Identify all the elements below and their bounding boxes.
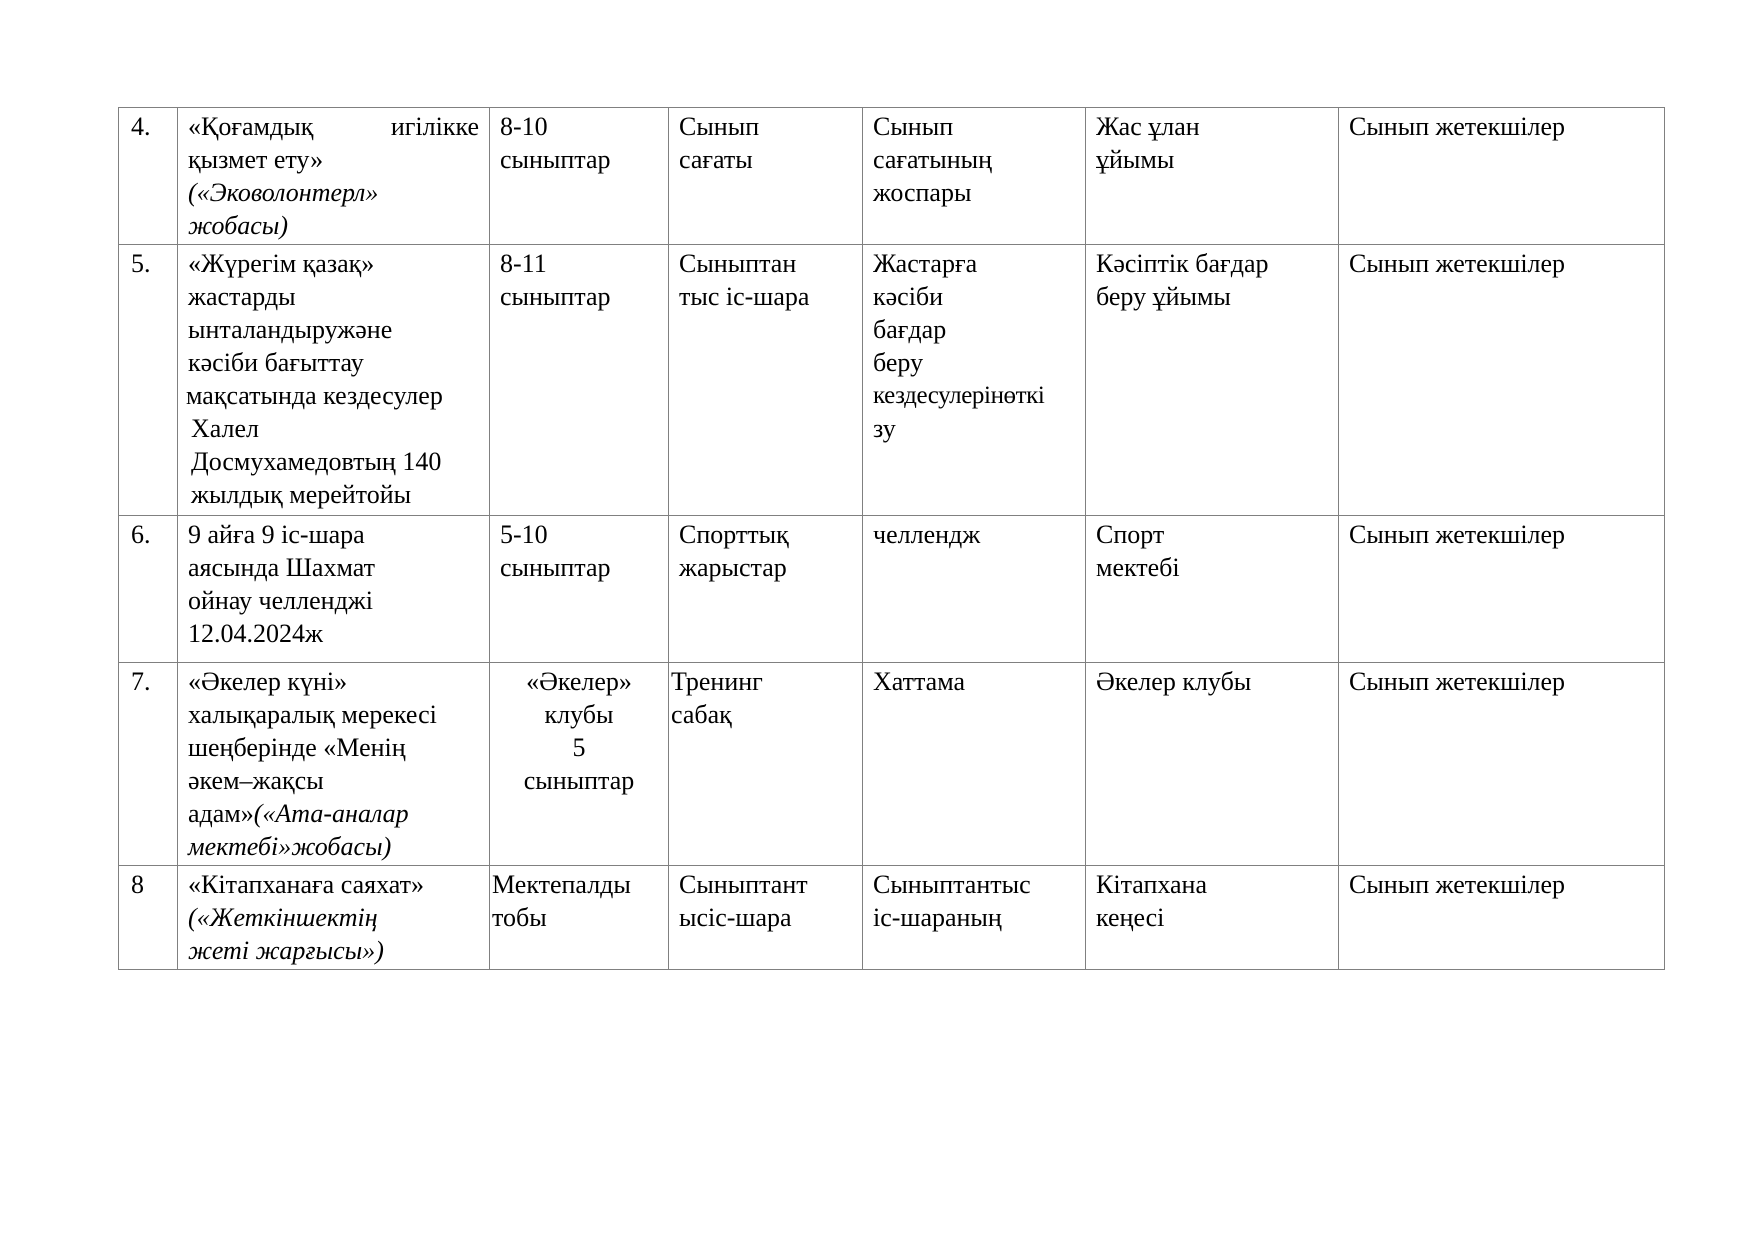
classes-text: сыныптар xyxy=(500,145,611,174)
form-cell xyxy=(669,866,863,970)
event-text: кәсіби бағыттау xyxy=(188,348,364,377)
event-project: жобасы) xyxy=(188,211,289,240)
form-text: Сыныптант xyxy=(679,870,808,899)
responsible-cell: Сынып жетекшілер xyxy=(1339,516,1665,663)
event-text: ынталандыружәне xyxy=(188,315,393,344)
partner-text: мектебі xyxy=(1096,553,1180,582)
event-text: ойнау челленджі xyxy=(188,586,373,615)
event-text: Халел xyxy=(191,414,260,443)
table-row xyxy=(119,108,1665,245)
responsible-cell: Сынып жетекшілер xyxy=(1339,108,1665,245)
result-text: Сыныптантыс xyxy=(873,870,1031,899)
form-text: тыс іс-шара xyxy=(679,282,810,311)
event-text: жастарды xyxy=(188,282,296,311)
event-cell xyxy=(178,866,490,970)
event-cell xyxy=(178,245,490,516)
result-cell xyxy=(863,866,1086,970)
result-text: іс-шараның xyxy=(873,903,1002,932)
partner-cell xyxy=(1086,866,1339,970)
classes-text: сыныптар xyxy=(523,766,635,795)
row-number: 8 xyxy=(119,866,178,970)
classes-text: 5 xyxy=(572,733,586,762)
classes-cell xyxy=(490,108,669,245)
partner-text: кеңесі xyxy=(1096,903,1165,932)
form-text: Сыныптан xyxy=(679,249,797,278)
responsible-cell: Сынып жетекшілер xyxy=(1339,245,1665,516)
table-row xyxy=(119,516,1665,663)
partner-text: Кітапхана xyxy=(1096,870,1208,899)
classes-text: 8-10 xyxy=(500,112,548,141)
partner-cell xyxy=(1086,245,1339,516)
classes-text: Мектепалды xyxy=(492,870,631,899)
form-text: ысіс-шара xyxy=(679,903,792,932)
events-table xyxy=(118,107,1665,970)
event-text: Досмухамедовтың 140 xyxy=(191,447,442,476)
row-number: 6. xyxy=(119,516,178,663)
event-cell xyxy=(178,663,490,866)
result-text: Сынып xyxy=(873,112,954,141)
event-text: «Әкелер күні» xyxy=(188,667,348,696)
event-project: («Жеткіншектің xyxy=(188,903,378,932)
classes-cell xyxy=(490,516,669,663)
partner-text: Жас ұлан xyxy=(1096,112,1200,141)
form-cell xyxy=(669,108,863,245)
table-row xyxy=(119,866,1665,970)
event-project: мектебі»жобасы) xyxy=(188,832,392,861)
form-text: жарыстар xyxy=(679,553,787,582)
event-text: әкем–жақсы xyxy=(188,766,324,795)
event-project: жеті жарғысы») xyxy=(188,936,384,965)
classes-text: 8-11 xyxy=(500,249,547,278)
result-text: Жастарға xyxy=(873,249,978,278)
event-project: («Ата-аналар xyxy=(253,799,409,828)
result-cell xyxy=(863,663,1086,866)
partner-cell xyxy=(1086,108,1339,245)
partner-cell xyxy=(1086,516,1339,663)
classes-text: тобы xyxy=(492,903,547,932)
row-number: 4. xyxy=(119,108,178,245)
result-text: зу xyxy=(873,414,896,443)
result-cell xyxy=(863,108,1086,245)
result-text: кәсіби xyxy=(873,282,944,311)
event-text: жылдық мерейтойы xyxy=(191,480,412,509)
event-project: («Эковолонтерл» xyxy=(188,178,379,207)
result-text: Хаттама xyxy=(873,667,966,696)
event-text: халықаралық мерекесі xyxy=(188,700,437,729)
row-number: 5. xyxy=(119,245,178,516)
form-text: Спорттық xyxy=(679,520,789,549)
classes-cell xyxy=(490,245,669,516)
partner-cell xyxy=(1086,663,1339,866)
classes-text: сыныптар xyxy=(500,282,611,311)
result-text: сағатының xyxy=(873,145,993,174)
table-row xyxy=(119,245,1665,516)
form-text: Тренинг xyxy=(671,667,763,696)
result-text: жоспары xyxy=(873,178,972,207)
classes-cell xyxy=(490,866,669,970)
result-cell xyxy=(863,516,1086,663)
result-text: бағдар xyxy=(873,315,947,344)
event-text: «Қоғамдық xyxy=(188,112,314,141)
form-text: сағаты xyxy=(679,145,753,174)
table-row xyxy=(119,663,1665,866)
event-text: шеңберінде «Менің xyxy=(188,733,406,762)
event-cell xyxy=(178,108,490,245)
event-text: қызмет ету» xyxy=(188,145,324,174)
partner-text: Кәсіптік бағдар xyxy=(1096,249,1269,278)
form-cell xyxy=(669,516,863,663)
row-number: 7. xyxy=(119,663,178,866)
classes-text: сыныптар xyxy=(500,553,611,582)
result-text: беру xyxy=(873,348,924,377)
result-text: челлендж xyxy=(873,520,981,549)
partner-text: Әкелер клубы xyxy=(1096,667,1252,696)
classes-text: клубы xyxy=(544,700,614,729)
event-text: аясында Шахмат xyxy=(188,553,375,582)
classes-cell xyxy=(490,663,669,866)
responsible-cell: Сынып жетекшілер xyxy=(1339,866,1665,970)
form-text: сабақ xyxy=(671,700,732,729)
responsible-cell: Сынып жетекшілер xyxy=(1339,663,1665,866)
form-cell xyxy=(669,663,863,866)
event-text: «Жүрегім қазақ» xyxy=(188,249,375,278)
event-text: 9 айға 9 іс-шара xyxy=(188,520,365,549)
result-text: кездесулерінөткі xyxy=(873,382,1045,409)
event-cell xyxy=(178,516,490,663)
form-cell xyxy=(669,245,863,516)
classes-text: «Әкелер» xyxy=(526,667,632,696)
partner-text: беру ұйымы xyxy=(1096,282,1231,311)
result-cell xyxy=(863,245,1086,516)
classes-text: 5-10 xyxy=(500,520,548,549)
event-text: «Кітапханаға саяхат» xyxy=(188,870,424,899)
partner-text: Спорт xyxy=(1096,520,1165,549)
event-text: 12.04.2024ж xyxy=(188,619,323,648)
partner-text: ұйымы xyxy=(1096,145,1175,174)
event-text: игілікке xyxy=(390,112,479,141)
form-text: Сынып xyxy=(679,112,760,141)
event-text: адам» xyxy=(188,799,254,828)
event-text: мақсатында кездесулер xyxy=(186,381,443,410)
